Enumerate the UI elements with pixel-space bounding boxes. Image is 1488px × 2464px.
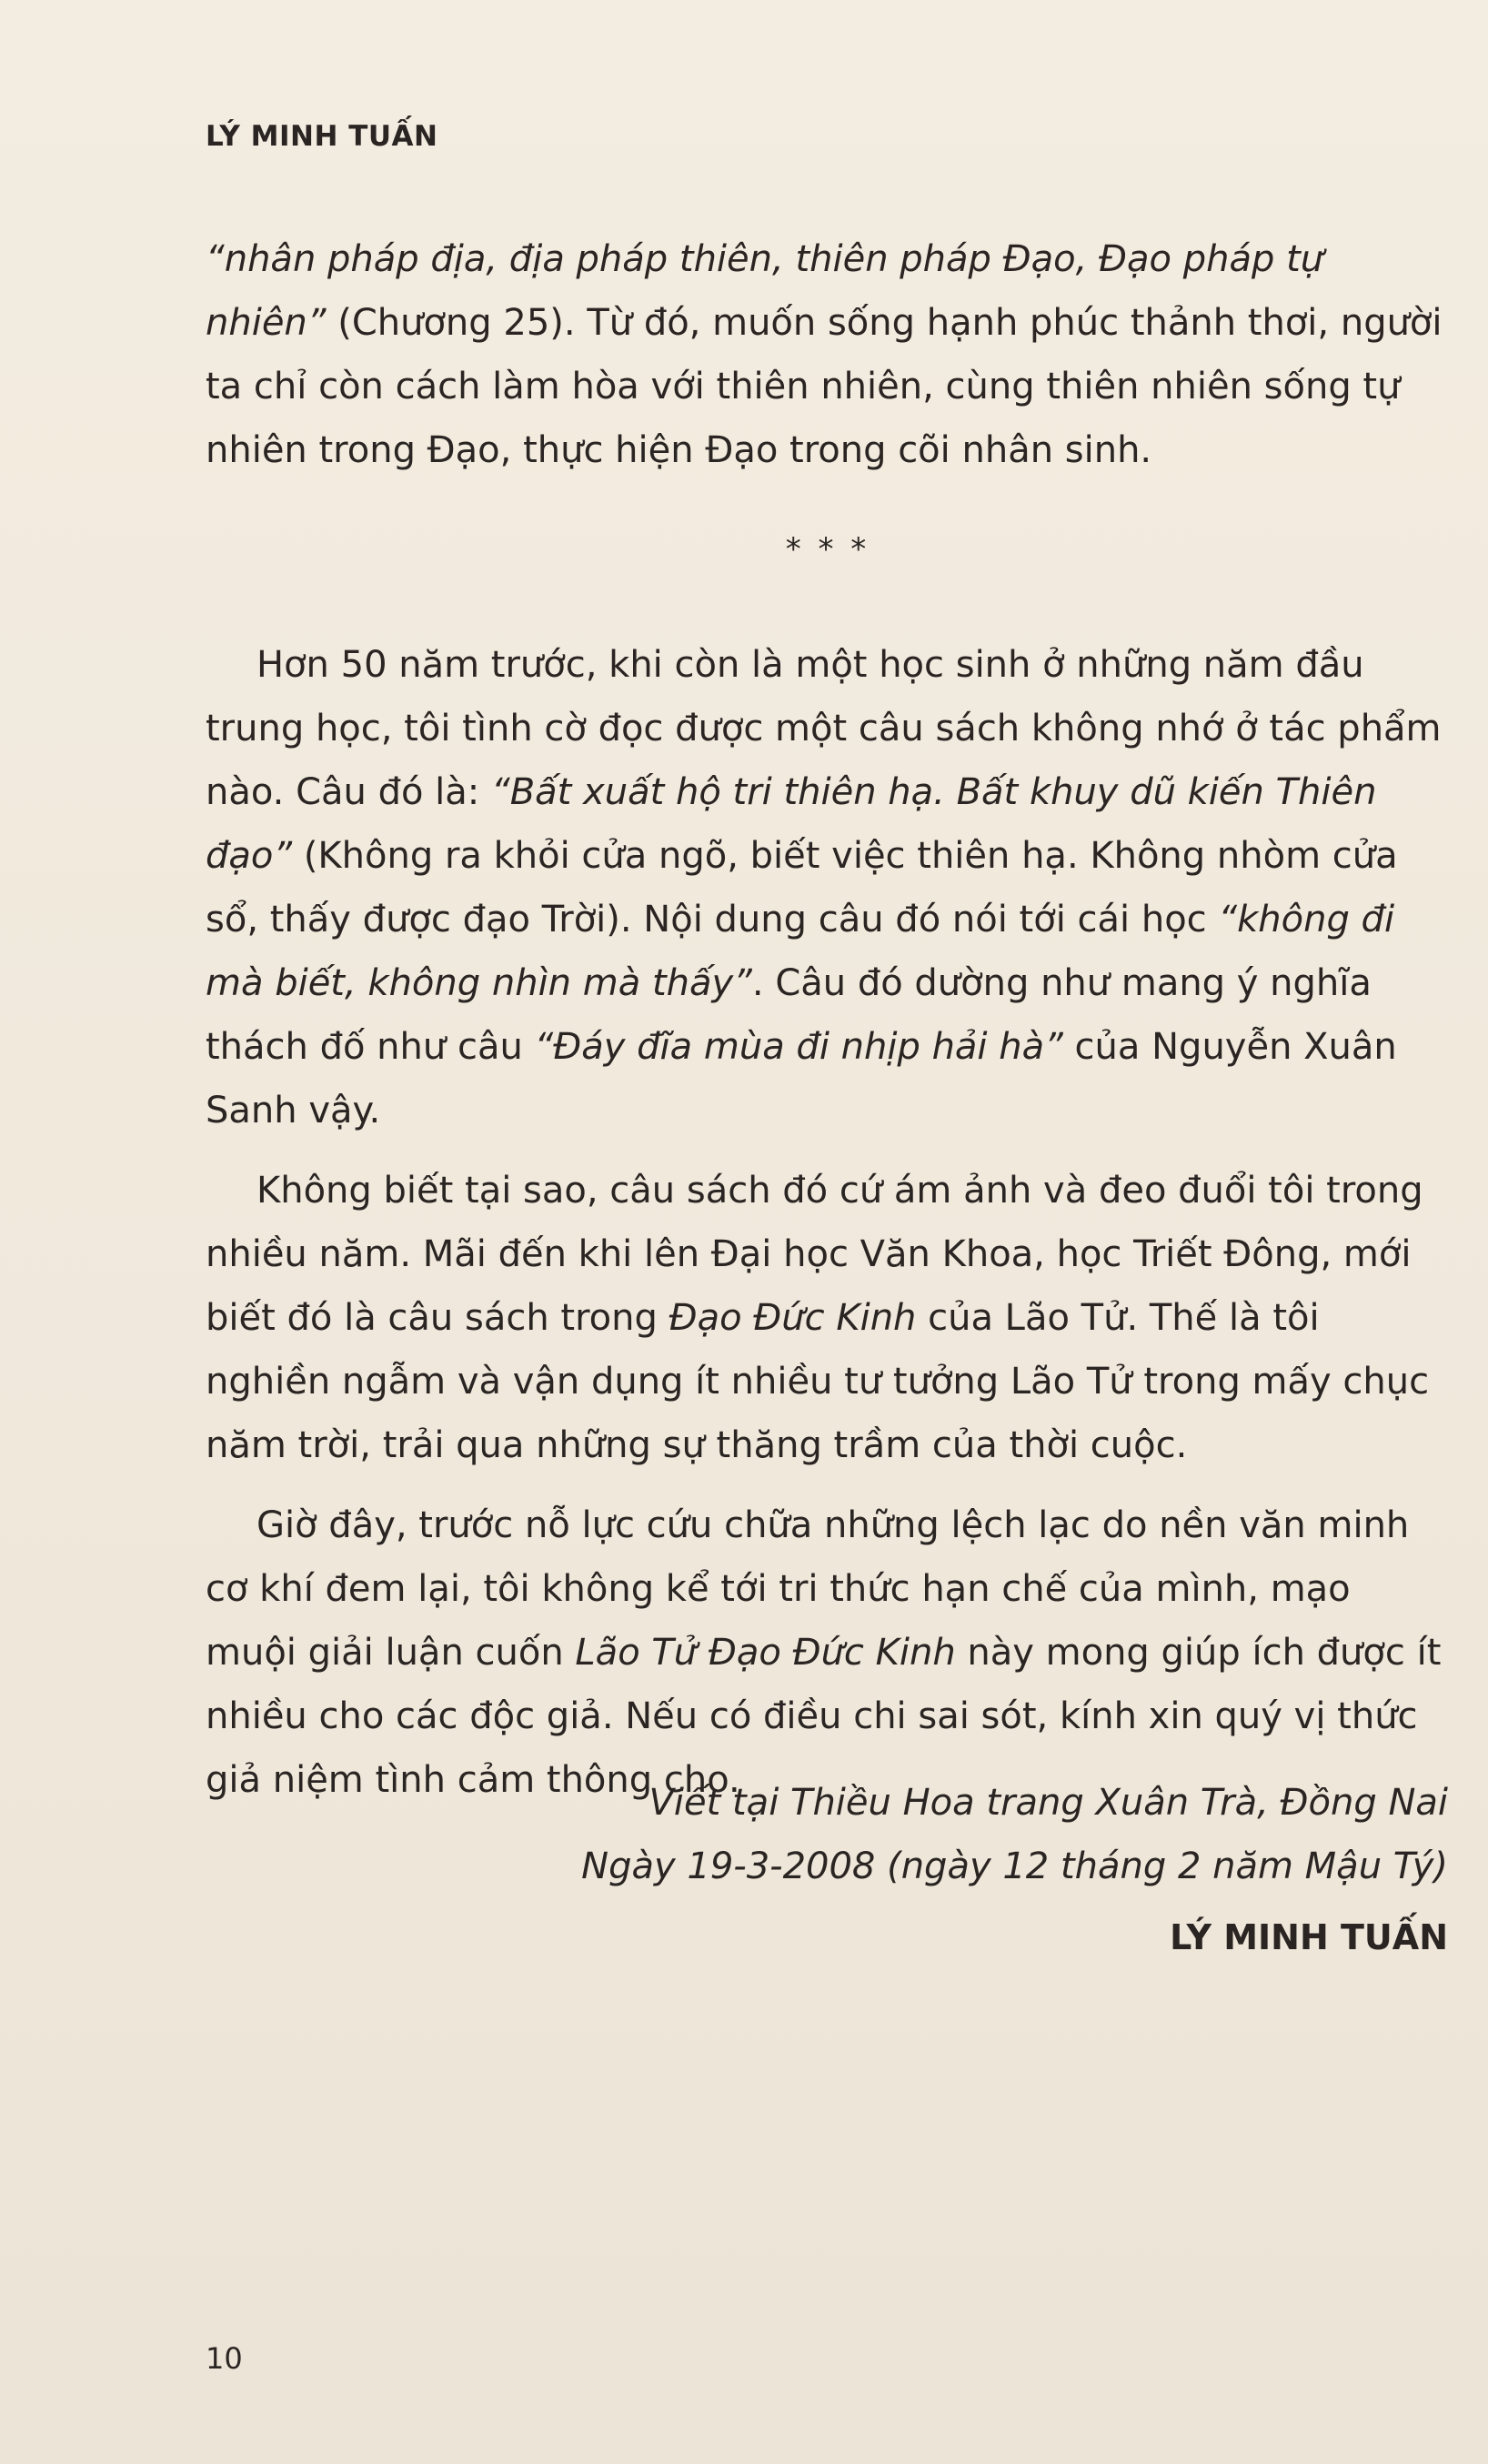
paragraph-3 [206, 1493, 1450, 1812]
book-title: Đạo Đức Kinh [669, 1297, 917, 1339]
paragraph-text: này mong giúp ích được ít nhiều cho các độc giả. Nếu có điều chi sai sót, kính xin quý vị thức giả niệm tình cảm thông cho. [206, 1632, 1442, 1801]
paragraph-text: . Câu đó dường như mang ý nghĩa thách đố như câu [206, 962, 1372, 1068]
running-head: LÝ MINH TUẤN [206, 120, 438, 153]
paragraph-1 [206, 633, 1450, 1142]
book-title: Lão Tử Đạo Đức Kinh [575, 1632, 956, 1674]
quote: “không đi mà biết, không nhìn mà thấy” [206, 899, 1395, 1004]
quote: “Đáy đĩa mùa đi nhịp hải hà” [534, 1026, 1063, 1068]
main-text [206, 633, 1450, 1828]
paragraph-text: (Không ra khỏi cửa ngõ, biết việc thiên hạ. Không nhòm cửa sổ, thấy được đạo Trời). Nội dung câu đó nói tới cái học [206, 835, 1398, 940]
quoted-verse: “nhân pháp địa, địa pháp thiên, thiên pháp Đạo, Đạo pháp tự nhiên” [206, 238, 1324, 344]
section-separator: * * * [785, 531, 870, 568]
author-name: LÝ MINH TUẤN [1170, 1917, 1448, 1957]
page-number: 10 [206, 2341, 243, 2376]
paragraph-text: của Lão Tử. Thế là tôi nghiền ngẫm và vận dụng ít nhiều tư tưởng Lão Tử trong mấy chục năm trời, trải qua những sự thăng trầm của thời cuộc. [206, 1297, 1430, 1466]
paragraph-text: của Nguyễn Xuân Sanh vậy. [206, 1026, 1397, 1131]
paragraph-2 [206, 1159, 1450, 1477]
paragraph-text: Không biết tại sao, câu sách đó cứ ám ảnh và đeo đuổi tôi trong nhiều năm. Mãi đến khi lên Đại học Văn Khoa, học Triết Đông, mới biết đó là câu sách trong [206, 1170, 1423, 1339]
signature-date: Ngày 19-3-2008 (ngày 12 tháng 2 năm Mậu Tý) [581, 1845, 1448, 1887]
paragraph-text: Hơn 50 năm trước, khi còn là một học sinh ở những năm đầu trung học, tôi tình cờ đọc được một câu sách không nhớ ở tác phẩm nào. Câu đó là: [206, 644, 1442, 813]
opening-paragraph [206, 227, 1450, 482]
quote: “Bất xuất hộ tri thiên hạ. Bất khuy dũ kiến Thiên đạo” [206, 771, 1377, 877]
signature-place: Viết tại Thiều Hoa trang Xuân Trà, Đồng Nai [648, 1782, 1448, 1824]
paragraph-text: Giờ đây, trước nỗ lực cứu chữa những lệch lạc do nền văn minh cơ khí đem lại, tôi không kể tới tri thức hạn chế của mình, mạo muội giải luận cuốn [206, 1504, 1410, 1674]
paragraph-text: (Chương 25). Từ đó, muốn sống hạnh phúc thảnh thơi, người ta chỉ còn cách làm hòa với thiên nhiên, cùng thiên nhiên sống tự nhiên trong Đạo, thực hiện Đạo trong cõi nhân sinh. [206, 302, 1443, 471]
